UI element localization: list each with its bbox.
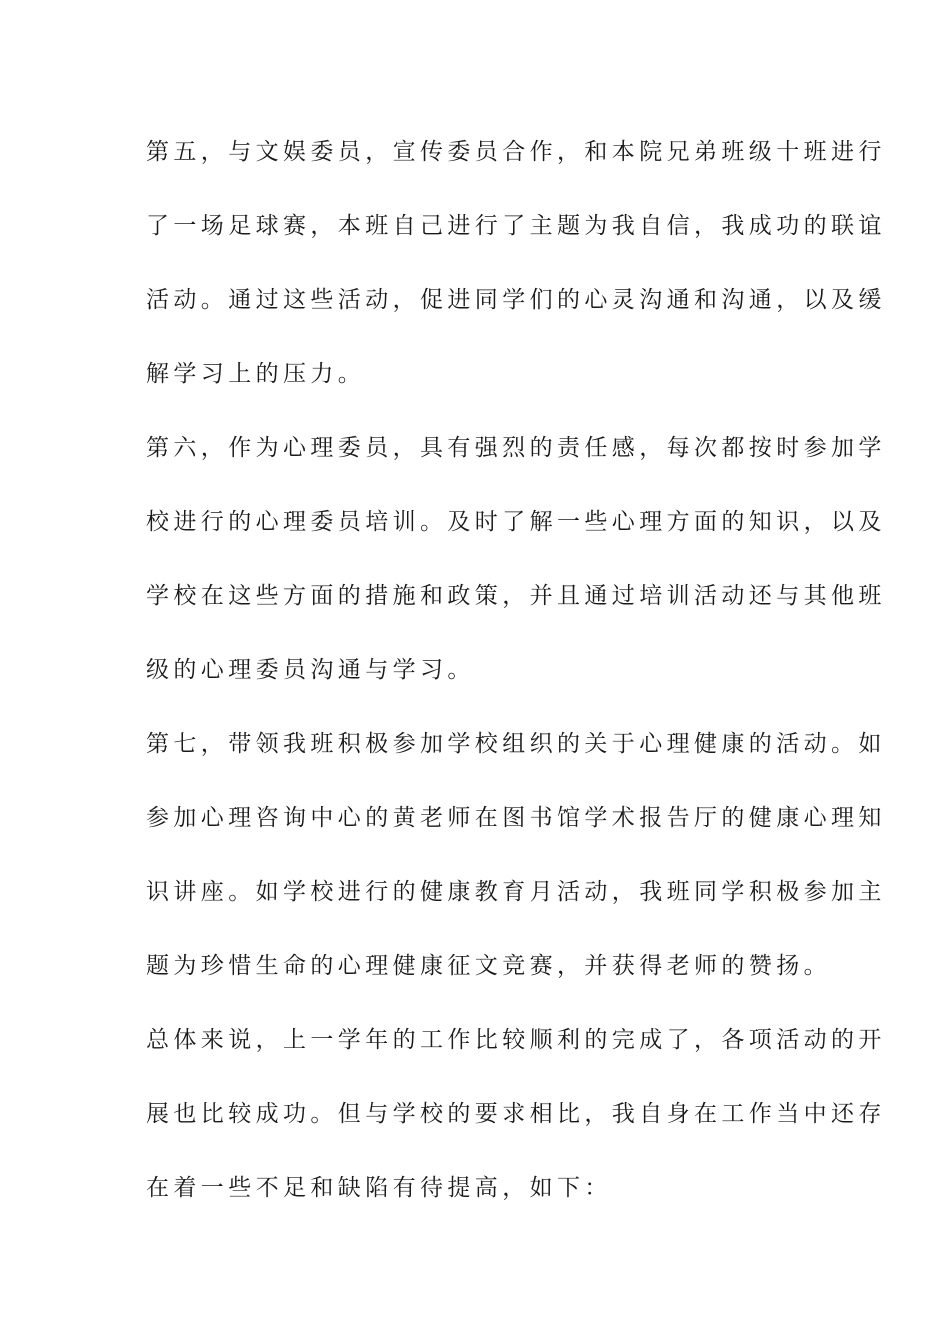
paragraph-line: 在着一些不足和缺陷有待提高，如下：	[146, 1175, 612, 1201]
paragraph-line: 第七，带领我班积极参加学校组织的关于心理健康的活动。如	[146, 731, 886, 757]
paragraph-line: 第五，与文娱委员，宣传委员合作，和本院兄弟班级十班进行	[146, 139, 886, 165]
paragraph-line: 总体来说，上一学年的工作比较顺利的完成了，各项活动的开	[146, 1027, 886, 1053]
paragraph-line: 第六，作为心理委员，具有强烈的责任感，每次都按时参加学	[146, 435, 886, 461]
paragraph-line: 识讲座。如学校进行的健康教育月活动，我班同学积极参加主	[146, 879, 886, 905]
paragraph-line: 参加心理咨询中心的黄老师在图书馆学术报告厅的健康心理知	[146, 805, 886, 831]
paragraph-line: 校进行的心理委员培训。及时了解一些心理方面的知识，以及	[146, 509, 886, 535]
paragraph-line: 题为珍惜生命的心理健康征文竞赛，并获得老师的赞扬。	[146, 953, 831, 979]
paragraph-line: 学校在这些方面的措施和政策，并且通过培训活动还与其他班	[146, 583, 886, 609]
paragraph-line: 展也比较成功。但与学校的要求相比，我自身在工作当中还存	[146, 1101, 886, 1127]
paragraph-line: 级的心理委员沟通与学习。	[146, 657, 475, 683]
paragraph-line: 解学习上的压力。	[146, 361, 366, 387]
paragraph-line: 了一场足球赛，本班自己进行了主题为我自信，我成功的联谊	[146, 213, 886, 239]
paragraph-line: 活动。通过这些活动，促进同学们的心灵沟通和沟通，以及缓	[146, 287, 886, 313]
